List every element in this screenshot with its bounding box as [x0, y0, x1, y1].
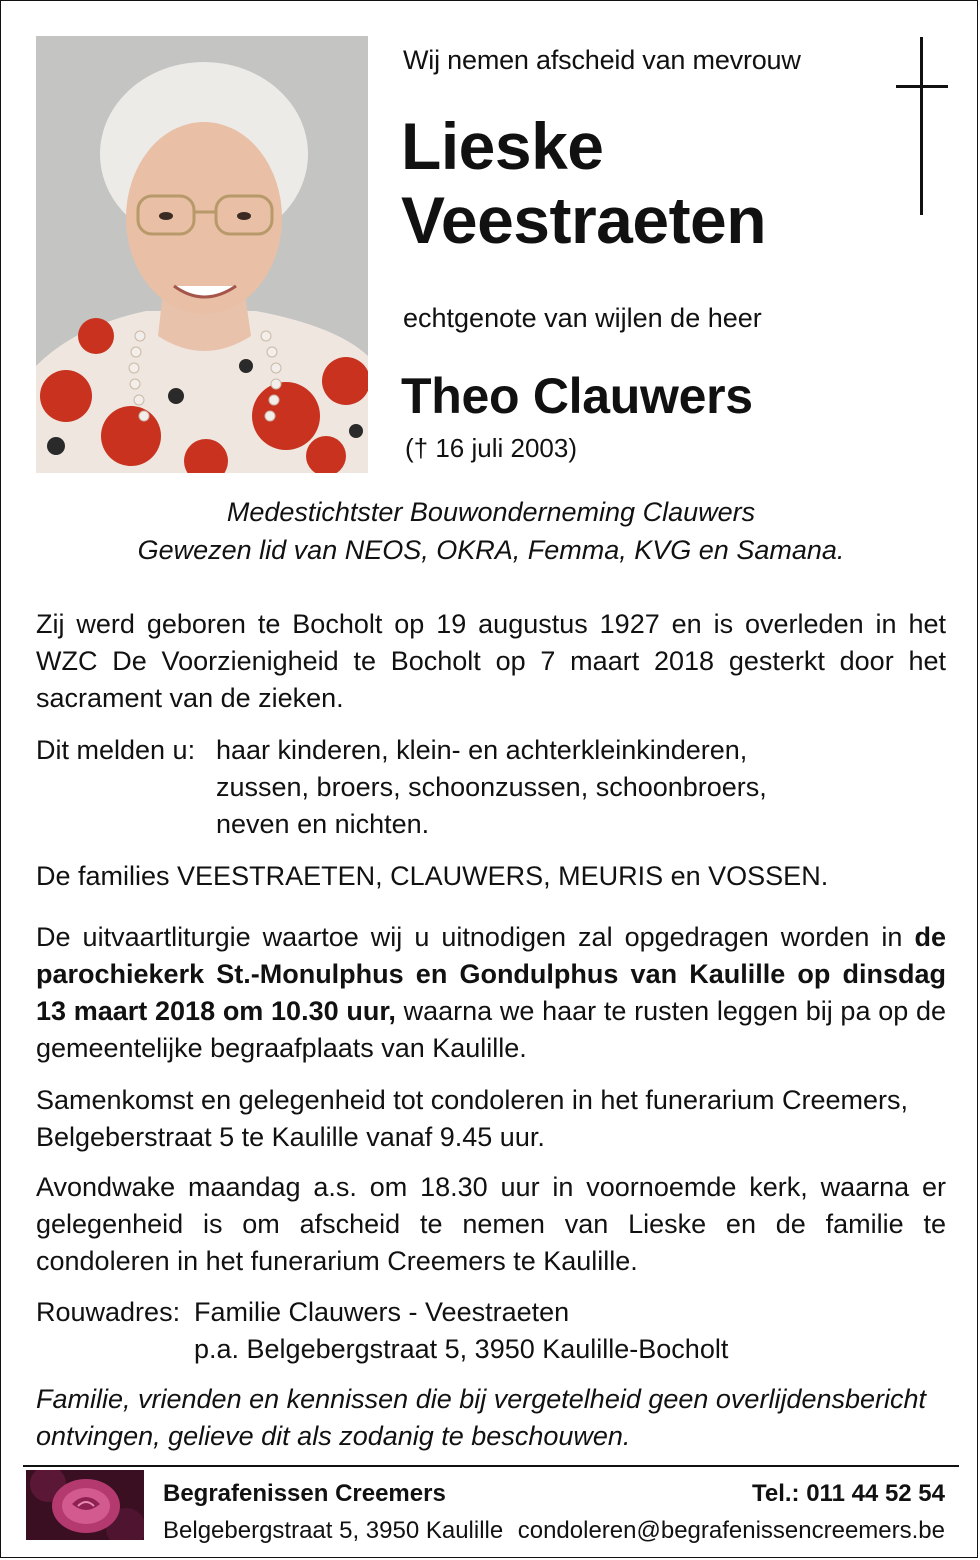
roles	[36, 493, 946, 569]
portrait-photo	[36, 36, 368, 473]
spouse-death-date: († 16 juli 2003)	[405, 433, 577, 463]
announcer-line: haar kinderen, klein- en achterkleinkinderen,	[216, 735, 748, 765]
mourning-address-line: p.a. Belgebergstraat 5, 3950 Kaulille-Bocholt	[194, 1334, 729, 1364]
notice-text: Familie, vrienden en kennissen die bij vergetelheid geen overlijdensbericht ontvingen, gelieve dit als zodanig te beschouwen.	[36, 1384, 927, 1451]
announcers	[36, 732, 946, 844]
announcer-line: zussen, broers, schoonzussen, schoonbroers,	[216, 772, 767, 802]
spouse-intro: echtgenote van wijlen de heer	[403, 303, 762, 333]
funeral-paragraph	[36, 919, 946, 1067]
mourning-address	[36, 1294, 946, 1370]
funeral-home-phone: Tel.: 011 44 52 54	[751, 1480, 945, 1507]
funeral-home-email: condoleren@begrafenissencreemers.be	[517, 1517, 945, 1544]
funeral-home-address: Belgebergstraat 5, 3950 Kaulille	[163, 1517, 504, 1544]
cross-icon	[896, 37, 948, 215]
funeral-details: de parochiekerk St.-Monulphus en Gondulphus van Kaulille op dinsdag 13 maart 2018 om 10.30 uur,	[36, 922, 946, 1026]
role-line: Medestichtster Bouwonderneming Clauwers	[226, 497, 756, 527]
announcers-label: Dit melden u:	[36, 735, 196, 765]
funeral-text-after: waarna we haar te rusten leggen bij pa op de gemeentelijke begraafplaats van Kaulille.	[36, 996, 946, 1063]
footer-divider	[23, 1465, 959, 1467]
role-line: Gewezen lid van NEOS, OKRA, Femma, KVG en Samana.	[137, 535, 845, 565]
mourning-address-line: Familie Clauwers - Veestraeten	[194, 1297, 570, 1327]
vigil-paragraph: Avondwake maandag a.s. om 18.30 uur in voornoemde kerk, waarna er gelegenheid is om afscheid te nemen van Lieske en de familie te condoleren in het funerarium Creemers te Kaulille.	[36, 1172, 946, 1276]
birth-death-paragraph: Zij werd geboren te Bocholt op 19 augustus 1927 en is overleden in het WZC De Voorzienigheid te Bocholt op 7 maart 2018 gesterkt door het sacrament van de zieken.	[36, 609, 946, 713]
intro-text: Wij nemen afscheid van mevrouw	[403, 45, 801, 75]
spouse-name: Theo Clauwers	[401, 368, 753, 424]
funeral-home-name: Begrafenissen Creemers	[163, 1480, 446, 1507]
deceased-name	[401, 109, 766, 257]
rose-image	[26, 1470, 144, 1540]
families-line: De families VEESTRAETEN, CLAUWERS, MEURIS en VOSSEN.	[36, 861, 829, 891]
deceased-last-name: Veestraeten	[401, 183, 767, 257]
announcer-line: neven en nichten.	[216, 809, 430, 839]
deceased-first-name: Lieske	[401, 109, 604, 183]
funeral-text-before: De uitvaartliturgie waartoe wij u uitnodigen zal opgedragen worden in	[36, 922, 903, 952]
mourning-address-label: Rouwadres:	[36, 1297, 181, 1327]
gathering-paragraph: Samenkomst en gelegenheid tot condoleren in het funerarium Creemers, Belgeberstraat 5 te Kaulille vanaf 9.45 uur.	[36, 1085, 908, 1152]
